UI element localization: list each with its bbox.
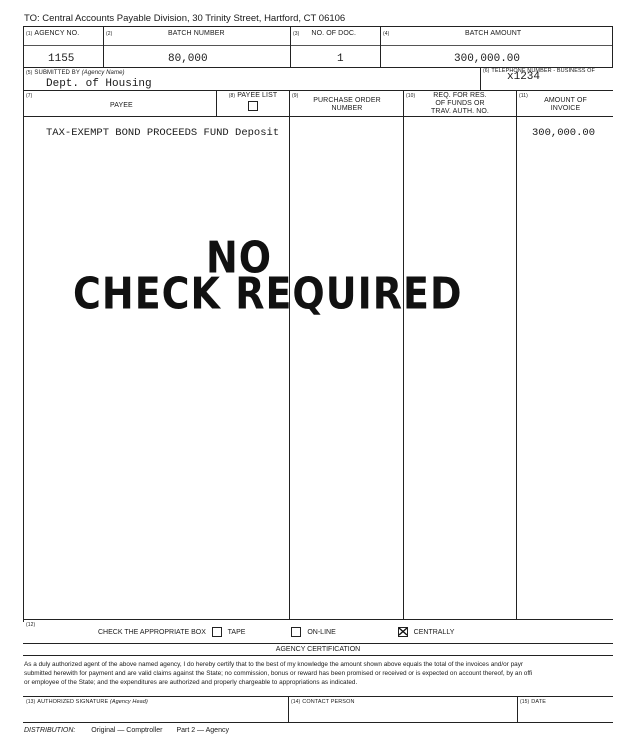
telephone-value: x1234 [507,71,541,83]
rule-cert-bottom [23,696,613,697]
divider-v [290,26,291,67]
authorized-signature-label: (13) AUTHORIZED SIGNATURE (Agency Head) [26,699,148,705]
rule-top [23,26,613,27]
contact-person-label: (14) CONTACT PERSON [291,699,355,705]
submitted-by-label: $^{(5)}$ SUBMITTED BY (Agency Name) [26,70,125,76]
batch-number-value: 80,000 [168,53,208,65]
certification-text: As a duly authorized agent of the above named agency, I do hereby certify that to the best of my knowledge the amount shown above equals the total of the invoices and/or payr submitted herewith for payment and are valid claims against the State; no commission, bonus or reward has been promised or received or is expected on account thereof, by an offi or employee of the State; and the expenditures are authorized and properly chargeable to appropriations as indicated. [24,661,533,686]
centrally-label: CENTRALLY [413,628,455,636]
divider-v [103,26,104,67]
rule-colheader-bottom [23,116,613,117]
check-row-num: (12) [26,622,36,628]
agency-no-label: $^{(1)}$ AGENCY NO. [26,30,80,37]
date-label: (15) DATE [520,699,546,705]
agency-no-value: 1155 [48,53,75,65]
check-row [98,627,454,637]
divider-v [516,90,517,619]
divider-v [480,67,481,90]
entry-payee: TAX-EXEMPT BOND PROCEEDS FUND Deposit [46,127,280,139]
batch-number-label: $^{(2)}$ BATCH NUMBER [106,30,225,37]
rule-sign-bottom [23,722,613,723]
stamp-no: NO [206,232,273,283]
tape-checkbox[interactable] [212,627,222,637]
payee-header: $^{(7)}$ PAYEE [26,93,133,109]
divider-v [23,26,24,622]
certification-title: AGENCY CERTIFICATION [275,646,361,653]
divider-v [289,90,290,619]
divider-v [517,696,518,722]
divider-v [216,90,217,116]
divider-v [403,90,404,619]
req-funds-header: (10) REQ. FOR RES. OF FUNDS OR TRAV. AUTH. NO. [406,92,489,115]
entry-amount: 300,000.00 [532,127,596,139]
rule-row2-bottom [23,90,613,91]
no-of-doc-value: 1 [337,53,344,65]
rule-cert-title [23,655,613,656]
stamp-check-required: CHECK REQUIRED [73,268,463,319]
payee-list-header: $^{(8)}$ PAYEE LIST [219,92,287,111]
check-mark-icon [398,626,408,636]
payee-list-checkbox[interactable] [248,101,258,111]
divider-v [612,26,613,67]
rule-grid-bottom [23,619,613,620]
rule-check-bottom [23,643,613,644]
divider-v [380,26,381,67]
centrally-checkbox[interactable] [398,627,408,637]
telephone-label: (6) TELEPHONE NUMBER - BUSINESS OF [483,68,595,74]
no-of-doc-label: $^{(3)}$ NO. OF DOC. [293,30,357,37]
online-label: ON-LINE [307,628,336,636]
amount-header: (11) AMOUNT OF INVOICE [519,93,587,112]
check-row-label: CHECK THE APPROPRIATE BOX [98,628,206,636]
submitted-by-value: Dept. of Housing [46,78,152,90]
batch-amount-label: $^{(4)}$ BATCH AMOUNT [383,30,522,37]
batch-amount-value: 300,000.00 [454,53,521,65]
tape-label: TAPE [227,628,246,636]
rule-row1-mid [23,45,613,46]
divider-v [288,696,289,722]
purchase-order-header: (9) PURCHASE ORDER NUMBER [292,93,381,112]
distribution-line: DISTRIBUTION: Original — Comptroller Part 2 — Agency [24,727,229,734]
to-line: TO: Central Accounts Payable Division, 30 Trinity Street, Hartford, CT 06106 [24,13,346,24]
online-checkbox[interactable] [291,627,301,637]
